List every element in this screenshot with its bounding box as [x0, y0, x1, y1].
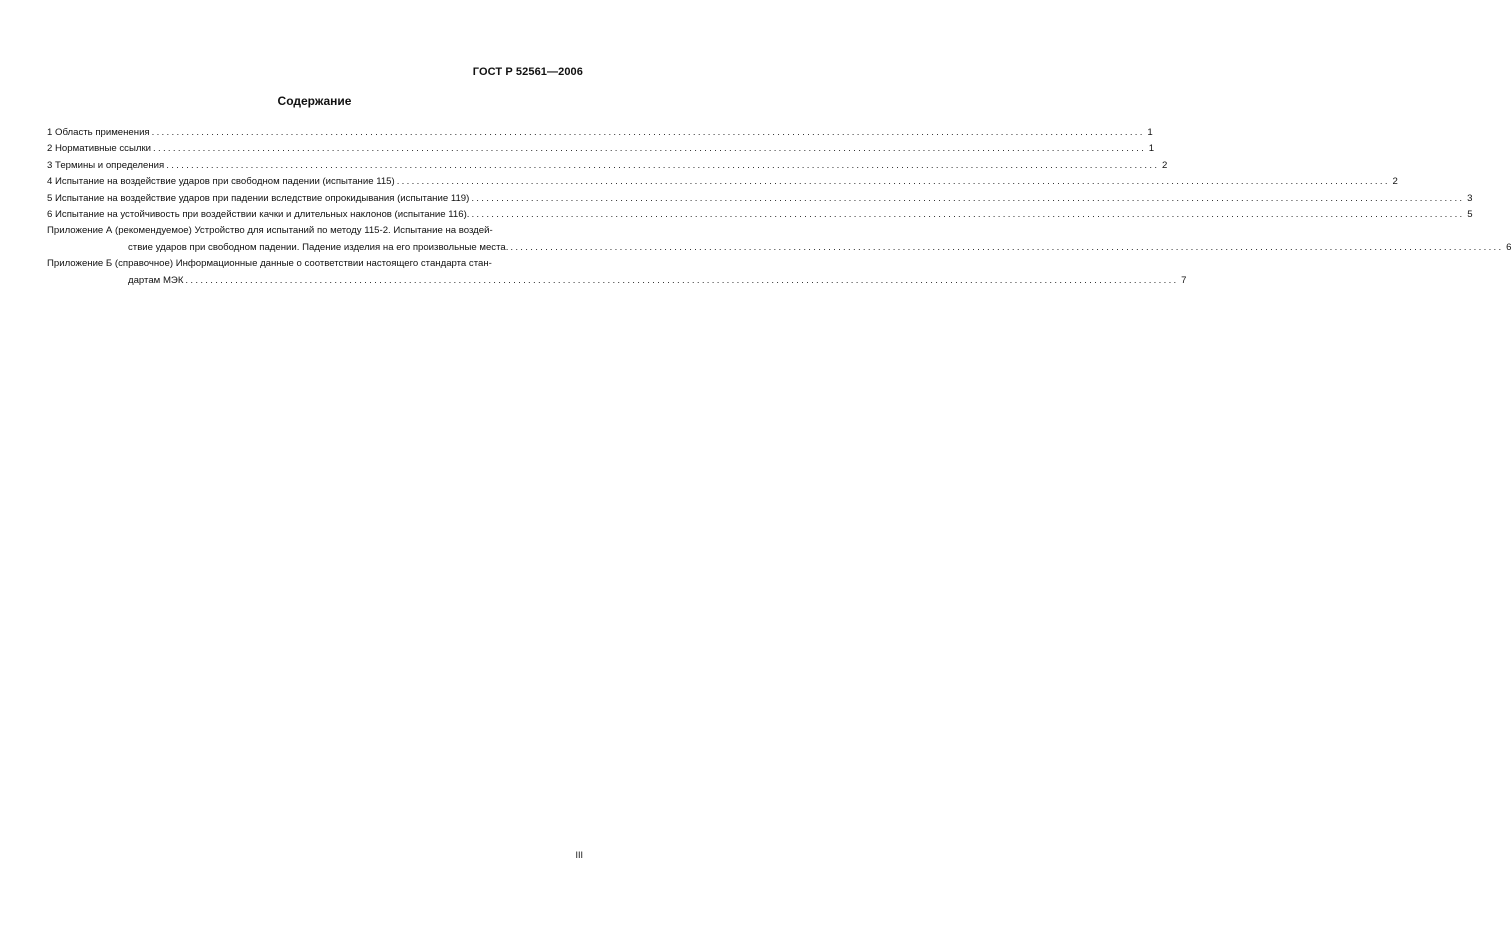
toc-entry-text: 6 Испытание на устойчивость при воздействии качки и длительных наклонов (испытание 116).	[47, 209, 470, 221]
leader-dots: ........................................................................................................................................................................................................	[151, 127, 1145, 138]
toc-entry-page: 1	[1148, 143, 1155, 155]
toc-appendix-b-continuation: дартам МЭК	[128, 274, 184, 286]
leader-dots: ........................................................................................................................................................................................................	[471, 192, 1465, 204]
page-number: III	[575, 850, 583, 860]
document-code: ГОСТ Р 52561—2006	[472, 66, 583, 78]
toc-entry-page: 2	[1392, 176, 1398, 188]
toc-appendix-a-heading: Приложение А (рекомендуемое) Устройство для испытаний по методу 115-2. Испытание на воздей-	[47, 225, 493, 237]
leader-dots: ........................................................................................................................................................................................................	[153, 143, 1147, 155]
toc-entry-text: 2 Нормативные ссылки	[47, 143, 152, 155]
toc-entry[interactable]	[47, 125, 1153, 141]
toc-entry-text: 1 Область применения	[47, 127, 150, 138]
toc-entry-page: 1	[1147, 127, 1153, 138]
table-of-contents	[47, 125, 1511, 289]
leader-dots: ........................................................................................................................................................................................................	[185, 274, 1179, 286]
toc-entry[interactable]	[47, 191, 1473, 207]
toc-entry-text: 5 Испытание на воздействие ударов при падении вследствие опрокидывания (испытание 119)	[47, 192, 470, 204]
toc-entry-page: 6	[1506, 241, 1511, 253]
toc-entry[interactable]	[47, 174, 1398, 190]
leader-dots: ........................................................................................................................................................................................................	[396, 176, 1390, 188]
toc-entry-page: 5	[1467, 209, 1473, 221]
toc-appendix-a-continuation: ствие ударов при свободном падении. Падение изделия на его произвольные места.	[128, 241, 509, 253]
toc-entry-text: 3 Термины и определения	[47, 159, 165, 171]
toc-appendix-b-heading: Приложение Б (справочное) Информационные данные о соответствии настоящего стандарта стан-	[47, 258, 492, 270]
toc-entry[interactable]	[47, 141, 1155, 157]
leader-dots: ........................................................................................................................................................................................................	[510, 241, 1504, 253]
toc-appendix-b[interactable]	[47, 256, 1187, 289]
toc-title: Содержание	[277, 94, 352, 108]
toc-entry[interactable]	[47, 158, 1168, 174]
toc-entry-text: 4 Испытание на воздействие ударов при свободном падении (испытание 115)	[47, 176, 395, 188]
leader-dots: ........................................................................................................................................................................................................	[471, 209, 1465, 221]
toc-entry[interactable]	[47, 207, 1473, 223]
leader-dots: ........................................................................................................................................................................................................	[166, 159, 1160, 171]
toc-entry-page: 2	[1161, 159, 1168, 171]
toc-appendix-a[interactable]	[47, 223, 1511, 256]
toc-entry-page: 7	[1181, 274, 1187, 286]
toc-entry-page: 3	[1467, 192, 1473, 204]
